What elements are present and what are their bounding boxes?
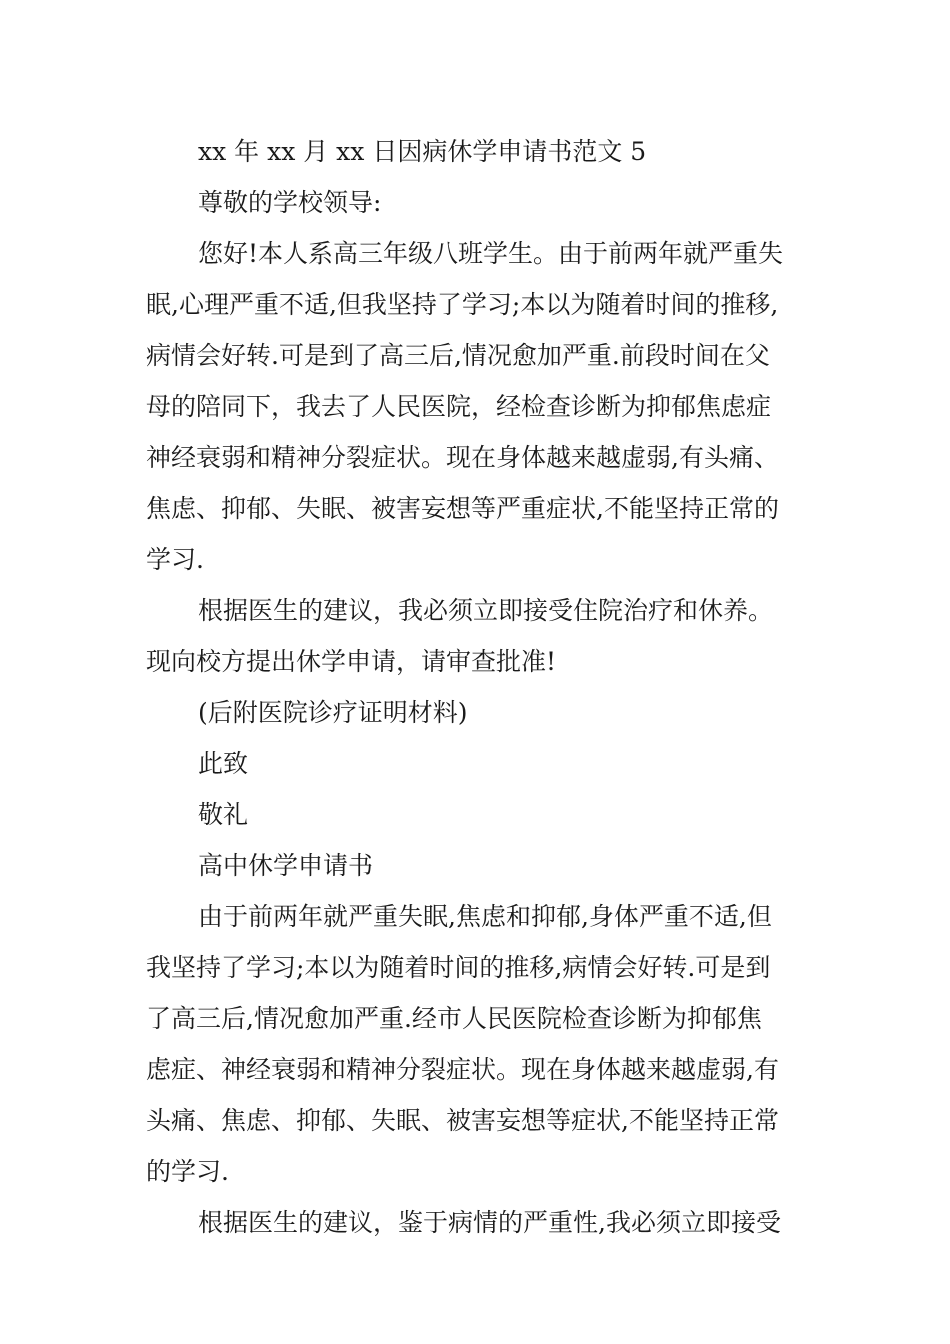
paragraph-line: 我坚持了学习;本以为随着时间的推移,病情会好转.可是到 xyxy=(146,953,771,982)
paragraph-line: 头痛、焦虑、抑郁、失眠、被害妄想等症状,不能坚持正常 xyxy=(146,1106,779,1135)
paragraph-line: 虑症、神经衰弱和精神分裂症状。现在身体越来越虚弱,有 xyxy=(146,1055,779,1084)
paragraph-line: 病情会好转.可是到了高三后,情况愈加严重.前段时间在父 xyxy=(146,341,770,370)
document-body xyxy=(146,126,810,1248)
paragraph-3 xyxy=(146,891,810,1197)
section-title: 高中休学申请书 xyxy=(198,851,374,880)
paragraph-line: 了高三后,情况愈加严重.经市人民医院检查诊断为抑郁焦 xyxy=(146,1004,762,1033)
attachment-note: (后附医院诊疗证明材料) xyxy=(198,698,468,727)
paragraph-line: 由于前两年就严重失眠,焦虑和抑郁,身体严重不适,但 xyxy=(198,902,772,931)
paragraph-4 xyxy=(146,1197,810,1248)
salutation: 尊敬的学校领导: xyxy=(198,188,382,217)
document-title: xx 年 xx 月 xx 日因病休学申请书范文 5 xyxy=(198,137,647,166)
paragraph-line: 现向校方提出休学申请，请审查批准! xyxy=(146,647,557,676)
paragraph-line: 根据医生的建议，鉴于病情的严重性,我必须立即接受 xyxy=(198,1208,781,1237)
paragraph-line: 学习. xyxy=(146,545,204,574)
closing-line-2: 敬礼 xyxy=(198,800,249,829)
paragraph-line: 焦虑、抑郁、失眠、被害妄想等严重症状,不能坚持正常的 xyxy=(146,494,779,523)
paragraph-2 xyxy=(146,585,810,687)
paragraph-line: 根据医生的建议，我必须立即接受住院治疗和休养。 xyxy=(198,596,774,625)
paragraph-line: 母的陪同下，我去了人民医院，经检查诊断为抑郁焦虑症 xyxy=(146,392,772,421)
paragraph-line: 您好!本人系高三年级八班学生。由于前两年就严重失 xyxy=(198,239,784,268)
paragraph-line: 的学习. xyxy=(146,1157,229,1186)
paragraph-line: 神经衰弱和精神分裂症状。现在身体越来越虚弱,有头痛、 xyxy=(146,443,779,472)
closing-line-1: 此致 xyxy=(198,749,249,778)
paragraph-1 xyxy=(146,228,810,585)
paragraph-line: 眠,心理严重不适,但我坚持了学习;本以为随着时间的推移, xyxy=(146,290,779,319)
